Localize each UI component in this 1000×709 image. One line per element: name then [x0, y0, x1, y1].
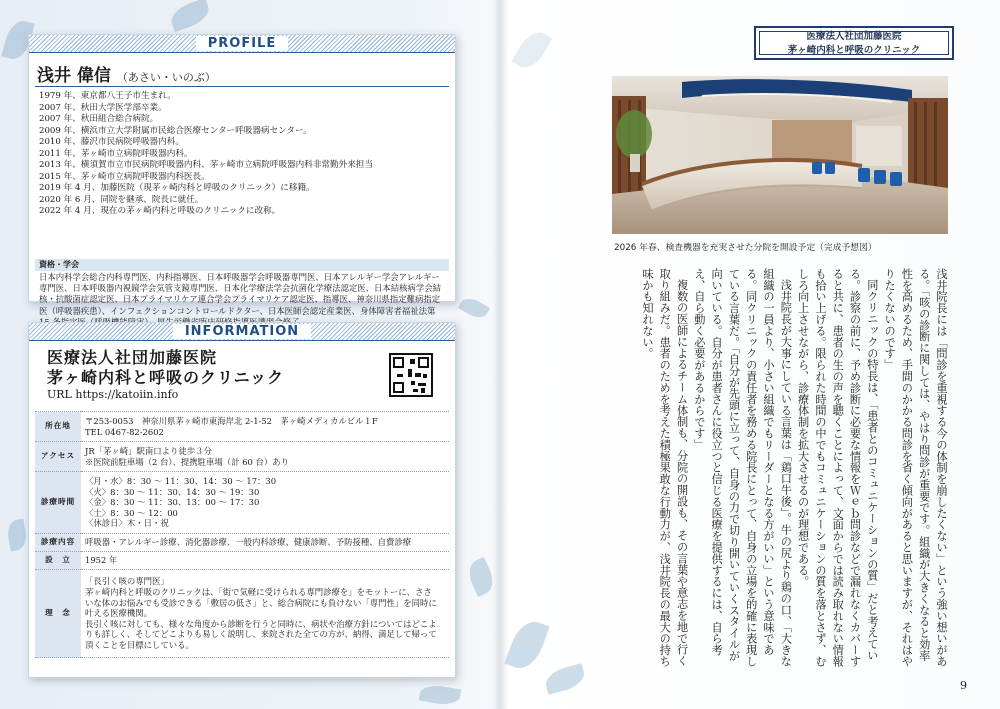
- info-label: 診療時間: [35, 472, 81, 534]
- history-item: 2020 年 6 月、同院を継承、院長に就任。: [39, 194, 204, 205]
- info-line: 1952 年: [85, 555, 118, 566]
- info-line: 頂くことを目標にしている。: [85, 639, 194, 650]
- info-row-philosophy: [35, 570, 449, 658]
- info-value: [81, 552, 449, 570]
- article-paragraph: 複数の医師によるチーム体制も、分院の開設も、その言葉や意志を地で行く取り組みだ。患者のためを考えた積極果敢な行動力が、浅井院長の最大の持ち味かも知れない。: [640, 268, 689, 667]
- info-label: 設 立: [35, 552, 81, 570]
- profile-divider: [35, 86, 449, 87]
- info-label: 理 念: [35, 570, 81, 658]
- history-item: 2010 年、藤沢市民病院呼吸器内科。: [39, 137, 184, 147]
- info-line: 〈金〉8：30 ～ 11：30、13：00 ～ 17：30: [85, 497, 260, 508]
- history-item: 2013 年、横須賀市立市民病院呼吸器内科、茅ヶ崎市立病院呼吸器内科非常勤外来担当: [39, 160, 373, 170]
- info-value: [81, 412, 449, 442]
- info-row-address: [35, 412, 449, 442]
- info-value: [81, 534, 449, 552]
- history-item: 2007 年、秋田大学医学部卒業。: [39, 102, 167, 113]
- information-box: [28, 322, 456, 678]
- clinic-info-table: [35, 411, 449, 658]
- leaf-decoration-icon: [458, 294, 490, 322]
- profile-header: [29, 35, 455, 53]
- qualifications-text: 日本内科学会総合内科専門医、内科指導医、日本呼吸器学会呼吸器専門医、日本アレルギー学会アレルギー専門医、日本呼吸器内視鏡学会気管支鏡専門医、日本化学療法学会抗菌化学療法認定医、日本結核病学会結核・抗酸菌症認定医、日本プライマリケア連合学会プライマリケア認定医、指導医、神奈川県指定難病指定医（呼吸器疾患）、インフェクションコントロールドクター、日本医師会認定産業医、身体障害者福祉法第: [39, 272, 441, 316]
- info-line: 「長引く咳の専門医」: [85, 576, 169, 587]
- qr-code-icon[interactable]: [389, 353, 433, 397]
- history-item: 2011 年、茅ヶ崎市立病院呼吸器内科。: [39, 148, 193, 159]
- clinic-name-line1: 医療法人社団加藤医院: [47, 348, 218, 367]
- page-number: 9: [960, 679, 967, 692]
- leaf-decoration-icon: [543, 663, 587, 695]
- info-line: 〈土〉8：30 ～ 12：00: [85, 507, 178, 518]
- clinic-title-header: [754, 26, 954, 60]
- leaf-decoration-icon: [6, 519, 29, 552]
- leaf-decoration-icon: [167, 0, 212, 32]
- clinic-title-line1: 医療法人社団加藤医院: [806, 31, 902, 42]
- info-row-access: [35, 442, 449, 472]
- history-item: 2009 年、横浜市立大学附属市民総合医療センター呼吸器病センター。: [39, 125, 312, 136]
- info-line: 〈火〉8：30 ～ 11：30、14：30 ～ 19：30: [85, 486, 260, 497]
- history-item: 2007 年、秋田組合総合病院。: [39, 114, 159, 124]
- leaf-decoration-icon: [504, 616, 549, 673]
- info-value: [81, 472, 449, 534]
- info-value: [81, 570, 449, 658]
- info-label: アクセス: [35, 442, 81, 472]
- doctor-name: [37, 61, 216, 86]
- clinic-url[interactable]: URL https://katoiin.info: [47, 388, 179, 401]
- history-item: 1979 年、東京都八王子市生まれ。: [39, 91, 176, 101]
- info-label: 診療内容: [35, 534, 81, 552]
- info-line: JR「茅ヶ崎」駅南口より徒歩３分: [85, 445, 212, 456]
- info-line: 茅ヶ崎内科と呼吸のクリニックは、「街で気軽に受けられる専門診療を」をモットーに、ささ: [85, 587, 432, 598]
- info-line: 長引く咳に対しても、様々な角度から診断を行うと同時に、病状や治療方針についてはどこよ: [85, 618, 437, 629]
- info-value: [81, 442, 449, 472]
- info-line: 〒253-0053 神奈川県茅ヶ崎市東海岸北 2-1-52 茅ヶ崎メディカルビル１F: [85, 415, 378, 426]
- reception-rendering: [612, 76, 948, 234]
- history-item: 2015 年、茅ヶ崎市立病院呼吸器内科医長。: [39, 171, 210, 182]
- info-line: りも詳しく、そしてどこよりも易しく説明し、来院された全ての方が、納得、満足して帰って: [85, 629, 437, 640]
- info-row-services: [35, 534, 449, 552]
- info-line: 叶える医療機関。: [85, 608, 152, 619]
- article-paragraph: 浅井院長には「問診を重視する今の体制を崩したくない」という強い想いがある。「咳の診断に関しては、やはり問診が重要です。組織が大きくなると効率性を高めるため、手間のかかる問診を省く傾向があると思いますが、それはやりたくないのです」: [883, 268, 948, 667]
- photo-caption: 2026 年春、検査機器を充実させた分院を開設予定（完成予想図）: [614, 243, 877, 253]
- clinic-name-line2: 茅ヶ崎内科と呼吸のクリニック: [47, 368, 285, 387]
- info-line: ※医院前駐車場（2 台）、提携駐車場（計 60 台）あり: [85, 456, 290, 467]
- info-label: 所在地: [35, 412, 81, 442]
- info-line: 〈月・水〉8：30 ～ 11：30、14：30 ～ 17：30: [85, 476, 277, 487]
- qualifications-heading: 資格・学会: [35, 259, 449, 271]
- information-heading: INFORMATION: [173, 324, 311, 339]
- leaf-decoration-icon: [419, 683, 462, 708]
- leaf-decoration-icon: [512, 27, 553, 74]
- info-line: いな体のお悩みでも受診できる「敷居の低さ」と、総合病院にも負けない「専門性」を同時に: [85, 597, 437, 608]
- profile-heading: PROFILE: [196, 36, 288, 51]
- info-line: 呼吸器・アレルギー診療、消化器診療、一般内科診療、健康診断、予防接種、自費診療: [85, 537, 412, 548]
- clinic-title-line2: 茅ヶ崎内科と呼吸のクリニック: [787, 45, 921, 56]
- history-item: 2019 年 4 月、加藤医院（現茅ヶ崎内科と呼吸のクリニック）に移籍。: [39, 183, 315, 193]
- info-row-hours: [35, 472, 449, 534]
- clinic-interior-photo: [612, 76, 948, 234]
- article-paragraph: 同クリニックの特長は、「患者とのコミュニケーションの質」だと考えている。診察の前に、予め診断に必要な情報をＷｅｂ問診などで漏れなくカバーすると共に、患者の生の声を聴くことによって、文面からでは読み取れない情報も拾い上げる。限られた時間の中でもコミュニケーションの質を落とさず、むしろ向上させながら、診療体制を拡大させるのが理想である。: [796, 268, 879, 667]
- page-spine: [492, 0, 508, 709]
- doctor-name-reading: （あさい・いのぶ）: [116, 71, 216, 84]
- career-history: [39, 91, 373, 218]
- article-body: [614, 268, 950, 668]
- info-row-founded: [35, 552, 449, 570]
- info-line: 〈休診日〉木・日・祝: [85, 518, 169, 529]
- history-item: 2022 年 4 月、現在の茅ヶ崎内科と呼吸のクリニックに改称。: [39, 206, 281, 216]
- article-paragraph: 浅井院長が大事にしている言葉は「鶏口牛後」。牛の尻より鶏の口、「大きな組織の一員より、小さい組織でもリーダーとなる方がいい」という意味である。同クリニックの責任者を務める院長にとって、自身の立場を的確に表現している言葉だ。「自分が先頭に立って、自身の力で切り開いていくスタイルが向いている。自分が患者さんに役立つと信じる医療を提供するには、自ら考え、自ら動く必要があるからです」: [692, 268, 793, 667]
- information-header: [29, 323, 455, 341]
- profile-box: [28, 34, 456, 316]
- info-line: TEL 0467-82-2602: [85, 426, 164, 437]
- doctor-name-text: 浅井 偉信: [37, 66, 111, 86]
